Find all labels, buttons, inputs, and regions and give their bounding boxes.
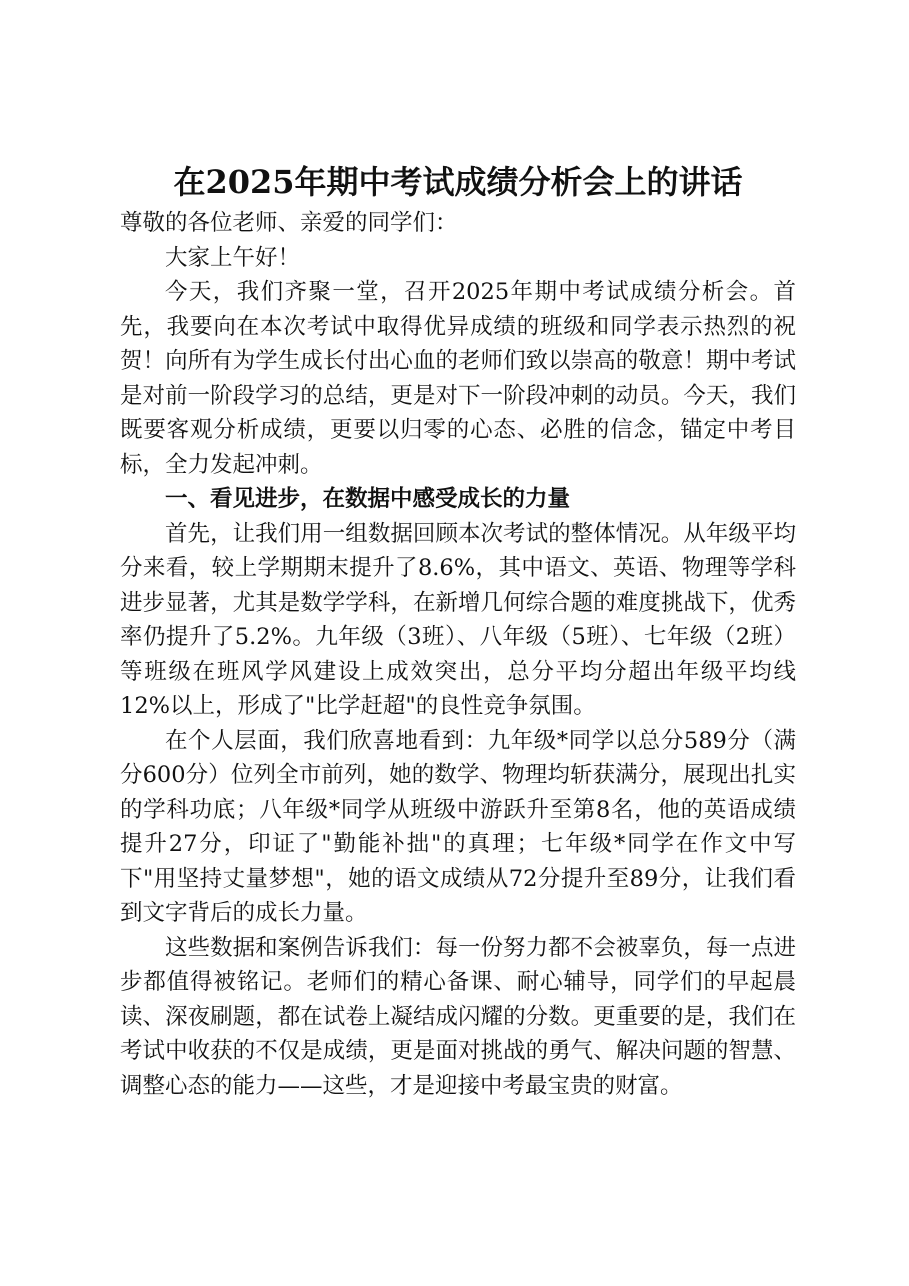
- paragraph-individual: 在个人层面，我们欣喜地看到：九年级*同学以总分589分（满分600分）位列全市前列，她的数学、物理均斩获满分，展现出扎实的学科功底；八年级*同学从班级中游跃升至第8名，他的英语成绩提升27分，印证了"勤能补拙"的真理；七年级*同学在作文中写下"用坚持丈量梦想"，她的语文成绩从72分提升至89分，让我们看到文字背后的成长力量。: [120, 727, 796, 926]
- greeting: 大家上午好！: [165, 244, 301, 271]
- paragraph-intro: 今天，我们齐聚一堂，召开2025年期中考试成绩分析会。首先，我要向在本次考试中取得优异成绩的班级和同学表示热烈的祝贺！向所有为学生成长付出心血的老师们致以崇高的敬意！期中考试是对前一阶段学习的总结，更是对下一阶段冲刺的动员。今天，我们既要客观分析成绩，更要以归零的心态、必胜的信念，锚定中考目标，全力发起冲刺。: [120, 279, 796, 478]
- paragraph-conclusion: 这些数据和案例告诉我们：每一份努力都不会被辜负，每一点进步都值得被铭记。老师们的精心备课、耐心辅导，同学们的早起晨读、深夜刷题，都在试卷上凝结成闪耀的分数。更重要的是，我们在考试中收获的不仅是成绩，更是面对挑战的勇气、解决问题的智慧、调整心态的能力——这些，才是迎接中考最宝贵的财富。: [120, 934, 796, 1099]
- document-body: [120, 206, 796, 1103]
- document-title: 在2025年期中考试成绩分析会上的讲话: [173, 163, 743, 201]
- document-page: [120, 158, 796, 1103]
- paragraph-data-overview: 首先，让我们用一组数据回顾本次考试的整体情况。从年级平均分来看，较上学期期末提升了8.6%，其中语文、英语、物理等学科进步显著，尤其是数学学科，在新增几何综合题的难度挑战下，优秀率仍提升了5.2%。九年级（3班）、八年级（5班）、七年级（2班）等班级在班风学风建设上成效突出，总分平均分超出年级平均线12%以上，形成了"比学赶超"的良性竞争氛围。: [120, 520, 796, 719]
- section-heading: 一、看见进步，在数据中感受成长的力量: [165, 486, 571, 512]
- salutation: 尊敬的各位老师、亲爱的同学们：: [120, 210, 458, 236]
